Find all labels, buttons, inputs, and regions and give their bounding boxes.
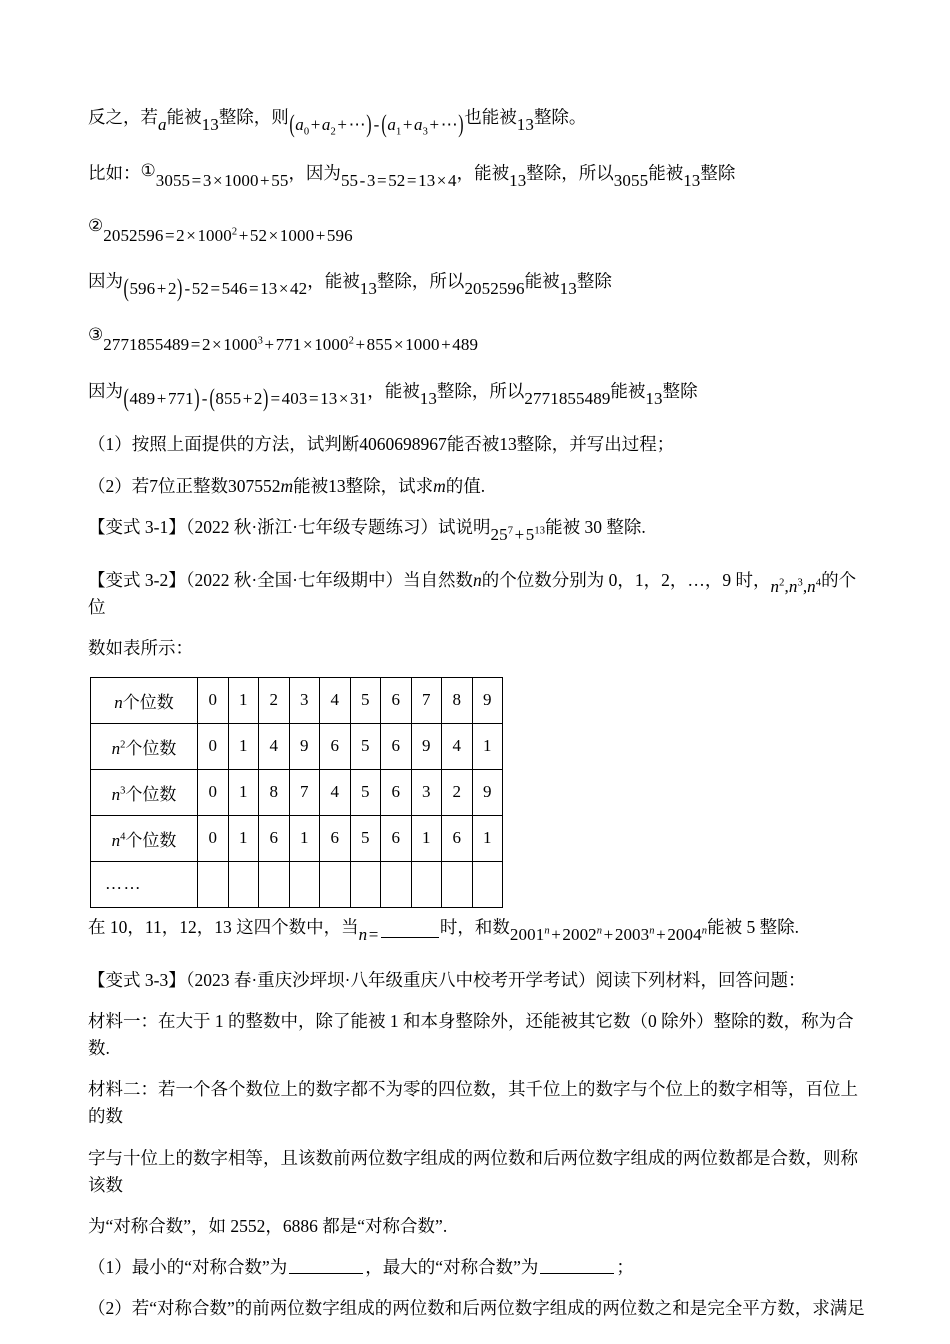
text-run: ，能被 (367, 380, 420, 401)
units-digit-table-wrapper (90, 677, 870, 908)
table-cell: 6 (442, 815, 473, 861)
question-1: （1）按照上面提供的方法，试判断4060698967能否被13整除，并写出过程； (88, 434, 675, 455)
table-cell (228, 861, 259, 907)
table-cell: 0 (198, 723, 229, 769)
math-inline-596-calc: (596+2) -52=546=13×42 (123, 276, 308, 303)
variant-3-2-line2: 数如表所示： (88, 638, 193, 659)
variant-3-2 (88, 567, 870, 621)
table-cell: 8 (442, 677, 473, 723)
table-cell: 6 (381, 677, 412, 723)
table-cell: 1 (472, 815, 503, 861)
table-cell: 6 (381, 769, 412, 815)
circled-number-1: ① (140, 160, 156, 180)
term: 2002$^n$ (562, 924, 603, 944)
variant-3-3-question-2: （2）若“对称合数”的前两位数字组成的两位数和后两位数字组成的两位数之和是完全平方数，求满足 (88, 1298, 865, 1319)
table-cell: 3 (289, 677, 320, 723)
text-run: 整除。 (533, 107, 587, 127)
text-run: 能被 (648, 162, 684, 183)
math-inline-13: 13 (201, 115, 219, 134)
table-cell: 0 (198, 815, 229, 861)
table-cell: 5 (350, 677, 381, 723)
text-run: 能被 30 整除. (545, 516, 646, 537)
paragraph-example-3-reason (88, 378, 870, 412)
material-2-line-2: 字与十位上的数字相等，且该数前两位数字组成的两位数和后两位数字组成的两位数都是合数，则称该数 (88, 1147, 858, 1195)
math-inline-a: a (158, 115, 167, 134)
term: 2001$^n$ (509, 924, 550, 944)
text-run: 试说明 (437, 516, 491, 537)
table-row (91, 861, 503, 907)
variant-source: （2022 秋·浙江·七年级专题练习） (185, 516, 438, 537)
math-inline-489-calc: (489+771) - (855+2) =403=13×31 (123, 385, 368, 412)
row-label-base: n (111, 784, 121, 804)
row-label-exponent: 4 (120, 830, 126, 842)
table-row (91, 723, 503, 769)
math-inline-13c: 13 (509, 170, 527, 190)
text-run: 的个位 (88, 570, 857, 618)
text-run: 在 10，11，12，13 这四个数中，当 (88, 916, 359, 937)
row-label-n2 (91, 723, 198, 769)
text-run: 的个位数分别为 0，1，2，…，9 时， (481, 570, 771, 591)
text-run: 因为 (88, 380, 123, 401)
table-cell (198, 861, 229, 907)
text-run: （2）若7位正整数307552 (88, 475, 281, 496)
table-cell: 9 (472, 677, 503, 723)
math-inline-3055-decomp: 3055=3×1000+55 (155, 170, 289, 190)
table-cell (259, 861, 290, 907)
row-label-exponent: 3 (120, 784, 126, 796)
math-inline-3055: 3055 (613, 170, 649, 190)
fill-in-blank[interactable] (381, 937, 439, 938)
table-body (91, 677, 503, 907)
text-run: ，最大的“对称合数”为 (365, 1256, 539, 1277)
table-cell: 6 (259, 815, 290, 861)
table-cell: 9 (289, 723, 320, 769)
variant-source: （2022 秋·全国·七年级期中） (185, 570, 403, 591)
text-run: ，因为 (288, 162, 341, 183)
table-cell: 9 (411, 723, 442, 769)
variant-3-3-question-1 (88, 1254, 870, 1281)
text-run: ； (616, 1256, 634, 1277)
row-label-n4 (91, 815, 198, 861)
table-cell: 4 (320, 769, 351, 815)
paragraph-example-3-expression (88, 322, 870, 355)
table-row (91, 769, 503, 815)
row-label-suffix: 个位数 (125, 738, 177, 758)
table-cell: 1 (228, 723, 259, 769)
math-inline-2052596-decomp: $2052596=2\times 1000^2+52\times 1000+596$ (103, 226, 353, 246)
math-inline-2771855489-decomp: $2771855489=2\times 1000^3+771\times 1000^2+855\times 1000+489$ (103, 335, 479, 355)
text-run: 当自然数 (402, 570, 473, 591)
math-inline-13d: 13 (683, 170, 701, 190)
paragraph-converse-rule (88, 104, 870, 139)
table-cell: 1 (228, 815, 259, 861)
row-label-suffix: …… (105, 874, 142, 894)
units-digit-table (90, 677, 503, 908)
text-run: 阅读下列材料，回答问题： (595, 969, 806, 990)
table-cell: 0 (198, 677, 229, 723)
table-cell: 5 (350, 815, 381, 861)
text-run: 整除 (662, 380, 698, 401)
paragraph-below-table (88, 914, 870, 944)
table-cell: 1 (228, 769, 259, 815)
variant-3-1 (88, 514, 870, 544)
table-cell: 6 (381, 723, 412, 769)
math-inline-13b: 13 (516, 115, 534, 134)
row-label-n3 (91, 769, 198, 815)
math-variable-m-2: m (433, 475, 446, 496)
math-inline-power-sum: $2001^n+2002^n+2003^n+2004^n$ (509, 924, 708, 944)
row-label-base: n (114, 692, 123, 712)
row-label-base: n (111, 830, 121, 850)
text-run: 能被 (166, 107, 202, 127)
table-cell: 5 (350, 723, 381, 769)
table-cell: 1 (472, 723, 503, 769)
table-cell: 1 (411, 815, 442, 861)
text-run: 的值. (445, 475, 486, 496)
row-label-exponent: 2 (120, 738, 126, 750)
text-run: 时，和数 (439, 916, 510, 937)
material-2-line-3: 为“对称合数”，如 2552，6886 都是“对称合数”. (88, 1215, 448, 1236)
math-variable-n: n (472, 570, 482, 591)
variant-3-3 (88, 967, 870, 994)
paragraph-example-2-expression (88, 213, 870, 246)
table-cell (289, 861, 320, 907)
table-cell: 1 (228, 677, 259, 723)
text-run: 也能被 (464, 107, 517, 127)
fill-in-blank-min[interactable] (289, 1273, 363, 1274)
math-inline-13g: 13 (419, 388, 437, 408)
text-run: 整除，则 (218, 107, 289, 127)
table-cell (381, 861, 412, 907)
term: 2003$^n$ (614, 924, 655, 944)
text-run: 能被 (524, 271, 560, 292)
table-cell: 9 (472, 769, 503, 815)
material-2-line-1: 材料二：若一个各个数位上的数字都不为零的四位数，其千位上的数字与个位上的数字相等，百位上的数 (88, 1079, 858, 1127)
term: 2004$^n$ (667, 924, 708, 944)
circled-number-2: ② (88, 216, 104, 236)
circled-number-3: ③ (88, 325, 104, 345)
math-inline-n-equals-blank: n= (359, 922, 440, 948)
row-label-suffix: 个位数 (122, 692, 174, 712)
table-cell: 2 (442, 769, 473, 815)
table-cell: 7 (289, 769, 320, 815)
text-run: 反之，若 (88, 107, 158, 127)
text-run: 比如： (88, 162, 141, 183)
table-cell: 2 (259, 677, 290, 723)
text-run: 能被 (610, 380, 646, 401)
table-cell (411, 861, 442, 907)
text-run: ，能被 (456, 162, 510, 183)
table-cell: 7 (411, 677, 442, 723)
text-run: ，能被 (307, 271, 360, 292)
text-run: 整除，所以 (526, 162, 614, 183)
paragraph-example-2-reason (88, 268, 870, 303)
variant-tag: 【变式 3-1】 (88, 516, 186, 537)
row-label-n (91, 677, 198, 723)
row-label-suffix: 个位数 (125, 830, 177, 850)
text-run: 整除 (576, 271, 612, 292)
math-inline-13e: 13 (359, 279, 377, 299)
variant-source: （2023 春·重庆沙坪坝·八年级重庆八中校考开学考试） (185, 969, 596, 990)
text-run: 能被13整除，试求 (293, 475, 434, 496)
table-cell (320, 861, 351, 907)
table-cell: 6 (381, 815, 412, 861)
math-inline-2052596: 2052596 (464, 279, 525, 299)
row-label-ellipsis (91, 861, 198, 907)
variant-tag: 【变式 3-2】 (88, 570, 186, 591)
math-inline-2771855489: 2771855489 (524, 388, 611, 408)
table-cell: 1 (289, 815, 320, 861)
math-inline-13f: 13 (559, 279, 577, 299)
table-cell: 0 (198, 769, 229, 815)
row-label-base: n (111, 738, 121, 758)
table-cell: 3 (411, 769, 442, 815)
table-cell (472, 861, 503, 907)
table-cell: 6 (320, 723, 351, 769)
text-run: 能被 5 整除. (707, 916, 799, 937)
table-row (91, 815, 503, 861)
math-variable-m: m (280, 475, 294, 496)
paragraph-example-1 (88, 158, 870, 190)
table-cell (350, 861, 381, 907)
math-inline-alternating-sum: $(a_0+a_2+\cdots)$ - $(a_1+a_3+\cdots)$ (289, 111, 464, 139)
variant-tag: 【变式 3-3】 (88, 969, 186, 990)
table-cell: 4 (259, 723, 290, 769)
math-inline-55-minus-3: 55-3=52=13×4 (340, 170, 457, 190)
table-cell: 8 (259, 769, 290, 815)
question-2 (88, 473, 870, 500)
fill-in-blank-max[interactable] (540, 1273, 614, 1274)
math-inline-13h: 13 (645, 388, 663, 408)
table-row (91, 677, 503, 723)
math-inline-25pow7-plus-5pow13: $25^7+5^{13}$ (490, 524, 546, 544)
math-inline-n-powers: $n^2,n^3,n^4$ (770, 577, 822, 597)
text-run: 因为 (88, 271, 123, 292)
table-cell (442, 861, 473, 907)
table-cell: 4 (442, 723, 473, 769)
table-cell: 5 (350, 769, 381, 815)
text-run: 整除，所以 (436, 380, 525, 401)
table-cell: 6 (320, 815, 351, 861)
document-body (88, 104, 870, 1336)
text-run: 整除 (700, 162, 736, 183)
material-1: 材料一：在大于 1 的整数中，除了能被 1 和本身整除外，还能被其它数（0 除外）整除的数，称为合数. (88, 1011, 854, 1059)
text-run: （1）最小的“对称合数”为 (88, 1256, 288, 1277)
text-run: 整除，所以 (376, 271, 465, 292)
table-cell: 4 (320, 677, 351, 723)
row-label-suffix: 个位数 (125, 784, 177, 804)
